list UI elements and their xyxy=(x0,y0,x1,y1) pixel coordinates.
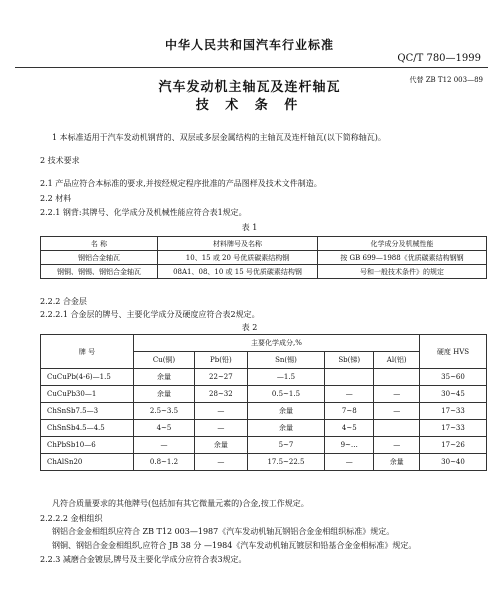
table2-cell: 余量 xyxy=(134,386,195,403)
table2-cell: 17~33 xyxy=(420,420,487,437)
table2-cell: 2.5~3.5 xyxy=(134,403,195,420)
table2-header-element: Sn(锡) xyxy=(247,352,324,369)
table2-cell: — xyxy=(374,386,420,403)
table2-cell: ChPbSb10—6 xyxy=(41,437,134,454)
table2-cell: CuCuPb(4-6)—1.5 xyxy=(41,369,134,386)
table2-header-brand: 牌 号 xyxy=(41,335,134,369)
table2-cell: — xyxy=(134,437,195,454)
table2-cell: 17~26 xyxy=(420,437,487,454)
table2-cell: —1.5 xyxy=(247,369,324,386)
section-2-2-3: 2.2.3 减磨合金镀层,牌号及主要化学成分应符合表3规定。 xyxy=(40,555,247,564)
table2-cell: 余量 xyxy=(134,369,195,386)
table2 xyxy=(40,334,487,471)
table2-cell: — xyxy=(194,454,247,471)
standard-org-header: 中华人民共和国汽车行业标准 xyxy=(164,38,334,52)
table2-cell: 7~8 xyxy=(325,403,374,420)
table1-cell: 按 GB 699—1988《优质碳素结构钢钢 xyxy=(318,251,487,265)
table2-cell: ChSnSb4.5—4.5 xyxy=(41,420,134,437)
table1-cell: 10、15 或 20 号优质碳素结构钢 xyxy=(158,251,318,265)
table1-cell: 号和一般技术条件》的规定 xyxy=(318,265,487,279)
table2-cell: 余量 xyxy=(374,454,420,471)
table2-note: 凡符合质量要求的其他牌号(包括加有其它微量元素的)合金,按工作规定。 xyxy=(52,499,309,508)
table2-cell: 9~… xyxy=(325,437,374,454)
table2-cell: 35~60 xyxy=(420,369,487,386)
table2-cell: 5~7 xyxy=(247,437,324,454)
header-rule xyxy=(15,67,488,68)
table2-cell xyxy=(374,420,420,437)
table2-header-element: Pb(铅) xyxy=(194,352,247,369)
section-2-heading: 2 技术要求 xyxy=(40,156,80,165)
document-title-line2: 技 术 条 件 xyxy=(195,98,304,113)
section-2-1: 2.1 产品应符合本标准的要求,并按经规定程序批准的产品图样及技术文件制造。 xyxy=(40,179,322,188)
table2-cell: 22~27 xyxy=(194,369,247,386)
table2-cell: 0.5~1.5 xyxy=(247,386,324,403)
table-row xyxy=(41,386,487,403)
table2-cell: 余量 xyxy=(247,403,324,420)
table2-cell: 余量 xyxy=(194,437,247,454)
table2-header-row xyxy=(41,335,487,352)
table2-cell: 余量 xyxy=(247,420,324,437)
table1-cell: 钢铜、钢锡、钢铝合金轴瓦 xyxy=(41,265,158,279)
table-row xyxy=(41,454,487,471)
section-2-2-2-2-body: 钢铝合金金相组织应符合 ZB T12 003—1987《汽车发动机轴瓦钢铝合金金相组织标准》规定。 xyxy=(52,527,395,536)
table1-header-material: 材料牌号及名称 xyxy=(158,237,318,251)
table2-cell: 28~32 xyxy=(194,386,247,403)
table2-cell xyxy=(374,369,420,386)
table2-cell: 17.5~22.5 xyxy=(247,454,324,471)
table2-header-element: Al(铝) xyxy=(374,352,420,369)
table1-caption: 表 1 xyxy=(241,223,258,232)
table2-cell: 4~5 xyxy=(134,420,195,437)
table2-cell xyxy=(325,369,374,386)
section-2-2-2-2: 2.2.2.2 金相组织 xyxy=(40,514,103,523)
table2-cell: — xyxy=(325,386,374,403)
table1-cell: 08A1、08、10 或 15 号优质碳素结构钢 xyxy=(158,265,318,279)
table2-cell: — xyxy=(194,420,247,437)
table2-cell: — xyxy=(325,454,374,471)
table1-header-properties: 化学成分及机械性能 xyxy=(318,237,487,251)
table2-cell: CuCuPb30—1 xyxy=(41,386,134,403)
table-row xyxy=(41,369,487,386)
table2-cell: 30~40 xyxy=(420,454,487,471)
table-row xyxy=(41,420,487,437)
table2-cell: 0.8~1.2 xyxy=(134,454,195,471)
table-row xyxy=(41,437,487,454)
table-row xyxy=(41,403,487,420)
table1-header-row xyxy=(41,237,487,251)
table2-header-element: Cu(铜) xyxy=(134,352,195,369)
section-2-2-1: 2.2.1 钢背:其牌号、化学成分及机械性能应符合表1规定。 xyxy=(40,208,247,217)
table2-cell: ChAlSn20 xyxy=(41,454,134,471)
table1-header-name: 名 称 xyxy=(41,237,158,251)
document-title-line1: 汽车发动机主轴瓦及连杆轴瓦 xyxy=(158,80,341,95)
section-2-2-2-1: 2.2.2.1 合金层的牌号、主要化学成分及硬度应符合表2规定。 xyxy=(40,310,260,319)
table2-cell: ChSnSb7.5—3 xyxy=(41,403,134,420)
table2-caption: 表 2 xyxy=(241,323,258,332)
table2-header-composition: 主要化学成分,% xyxy=(134,335,420,352)
table2-cell: — xyxy=(374,403,420,420)
table-row xyxy=(41,251,487,265)
standard-number: QC/T 780—1999 xyxy=(397,53,481,64)
table2-header-hardness: 硬度 HVS xyxy=(420,335,487,369)
table2-cell: 17~33 xyxy=(420,403,487,420)
table2-cell: 4~5 xyxy=(325,420,374,437)
table2-cell: — xyxy=(194,403,247,420)
table-row xyxy=(41,265,487,279)
section-2-2: 2.2 材料 xyxy=(40,194,72,203)
table2-cell: — xyxy=(374,437,420,454)
replaces-note: 代替 ZB T12 003—89 xyxy=(409,76,483,84)
table1-cell: 钢铝合金轴瓦 xyxy=(41,251,158,265)
table2-cell: 30~45 xyxy=(420,386,487,403)
table2-header-element: Sb(锑) xyxy=(325,352,374,369)
section-2-2-2-2-body2: 钢铜、钢铝合金金相组织,应符合 JB 38 分 —1984《汽车发动机轴瓦镀层和铅基合金金相标准》规定。 xyxy=(52,541,417,550)
section-2-2-2: 2.2.2 合金层 xyxy=(40,297,87,306)
table1 xyxy=(40,236,487,279)
section-1-scope: 1 本标准适用于汽车发动机钢背的、双层或多层金属结构的主轴瓦及连杆轴瓦(以下简称轴瓦)。 xyxy=(52,133,386,142)
